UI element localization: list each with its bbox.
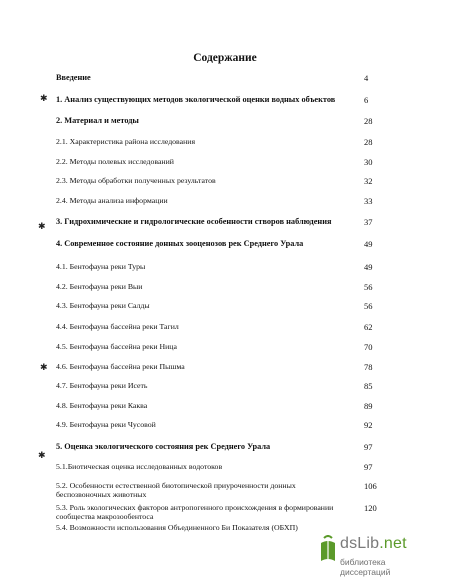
dslib-watermark[interactable]: [318, 535, 436, 577]
toc-entry-page: 4: [364, 73, 369, 83]
toc-entry-page: 30: [364, 157, 373, 167]
margin-mark: ✱: [38, 221, 46, 231]
toc-entry-label: 2. Материал и методы: [56, 116, 139, 125]
toc-entry-page: 33: [364, 196, 373, 206]
watermark-subtitle: библиотека диссертаций: [340, 557, 391, 577]
toc-entry-label: 4.4. Бентофауна бассейна реки Тагил: [56, 322, 179, 331]
toc-entry-page: 37: [364, 217, 373, 227]
toc-entry-label: 4.6. Бентофауна бассейна реки Пышма: [56, 362, 185, 371]
toc-entry-label: 4.3. Бентофауна реки Салды: [56, 301, 150, 310]
toc-entry-label: 4. Современное состояние донных зооценозов рек Среднего Урала: [56, 239, 304, 248]
toc-entry-page: 49: [364, 239, 373, 249]
toc-entry-label: 5.1.Биотическая оценка исследованных водотоков: [56, 462, 223, 471]
toc-entry-label: 1. Анализ существующих методов экологической оценки водных объектов: [56, 95, 336, 104]
toc-entry-label: 4.8. Бентофауна реки Каква: [56, 401, 148, 410]
toc-entry-label: 4.1. Бентофауна реки Туры: [56, 262, 146, 271]
toc-entry-label: 2.1. Характеристика района исследования: [56, 137, 196, 146]
toc-entry-label: 5. Оценка экологического состояния рек Среднего Урала: [56, 442, 271, 451]
toc-entry-page: 78: [364, 362, 373, 372]
toc-entry-label: 4.9. Бентофауна реки Чусовой: [56, 420, 156, 429]
toc-entry-label: 3. Гидрохимические и гидрологические особенности створов наблюдения: [56, 217, 332, 226]
toc-entry-page: 62: [364, 322, 373, 332]
toc-entry-page: 97: [364, 442, 373, 452]
toc-entry-page: 28: [364, 137, 373, 147]
toc-entry-page: 56: [364, 282, 373, 292]
toc-entry-page: 70: [364, 342, 373, 352]
toc-entry-label: 5.4. Возможности использования Объединенного Би Показателя (ОБХП): [56, 523, 298, 532]
toc-entry-label: 5.2. Особенности естественной биотопической приуроченности донных беспозвоночных животных: [56, 481, 296, 499]
toc-entry-page: 32: [364, 176, 373, 186]
toc-entry-label: 2.3. Методы обработки полученных результатов: [56, 176, 216, 185]
margin-mark: ✱: [40, 93, 48, 103]
watermark-brand: [340, 535, 407, 553]
toc-entry-page: 6: [364, 95, 369, 105]
book-logo-icon: [318, 535, 338, 565]
toc-entry-page: 106: [364, 481, 377, 491]
toc-entry-label: 4.7. Бентофауна реки Исеть: [56, 381, 148, 390]
toc-entry-page: 28: [364, 116, 373, 126]
toc-entry-page: 49: [364, 262, 373, 272]
toc-entry-page: 85: [364, 381, 373, 391]
toc-entry-page: 92: [364, 420, 373, 430]
toc-entry-page: 56: [364, 301, 373, 311]
toc-entry-label: 2.4. Методы анализа информации: [56, 196, 168, 205]
margin-mark: ✱: [40, 362, 48, 372]
toc-entry-label: Введение: [56, 73, 91, 82]
toc-entry-page: 120: [364, 503, 377, 513]
toc-entry-label: 5.3. Роль экологических факторов антропогенного происхождения в формировании сообщества макрозообентоса: [56, 503, 334, 521]
toc-entry-page: 97: [364, 462, 373, 472]
margin-mark: ✱: [38, 450, 46, 460]
page-title: Содержание: [193, 52, 257, 64]
watermark-brand-prefix: dsLib: [340, 535, 380, 552]
toc-entry-label: 4.2. Бентофауна реки Выи: [56, 282, 143, 291]
toc-entry-label: 2.2. Методы полевых исследований: [56, 157, 174, 166]
toc-entry-page: 89: [364, 401, 373, 411]
watermark-brand-suffix: .net: [379, 535, 407, 552]
toc-entry-label: 4.5. Бентофауна бассейна реки Ница: [56, 342, 177, 351]
